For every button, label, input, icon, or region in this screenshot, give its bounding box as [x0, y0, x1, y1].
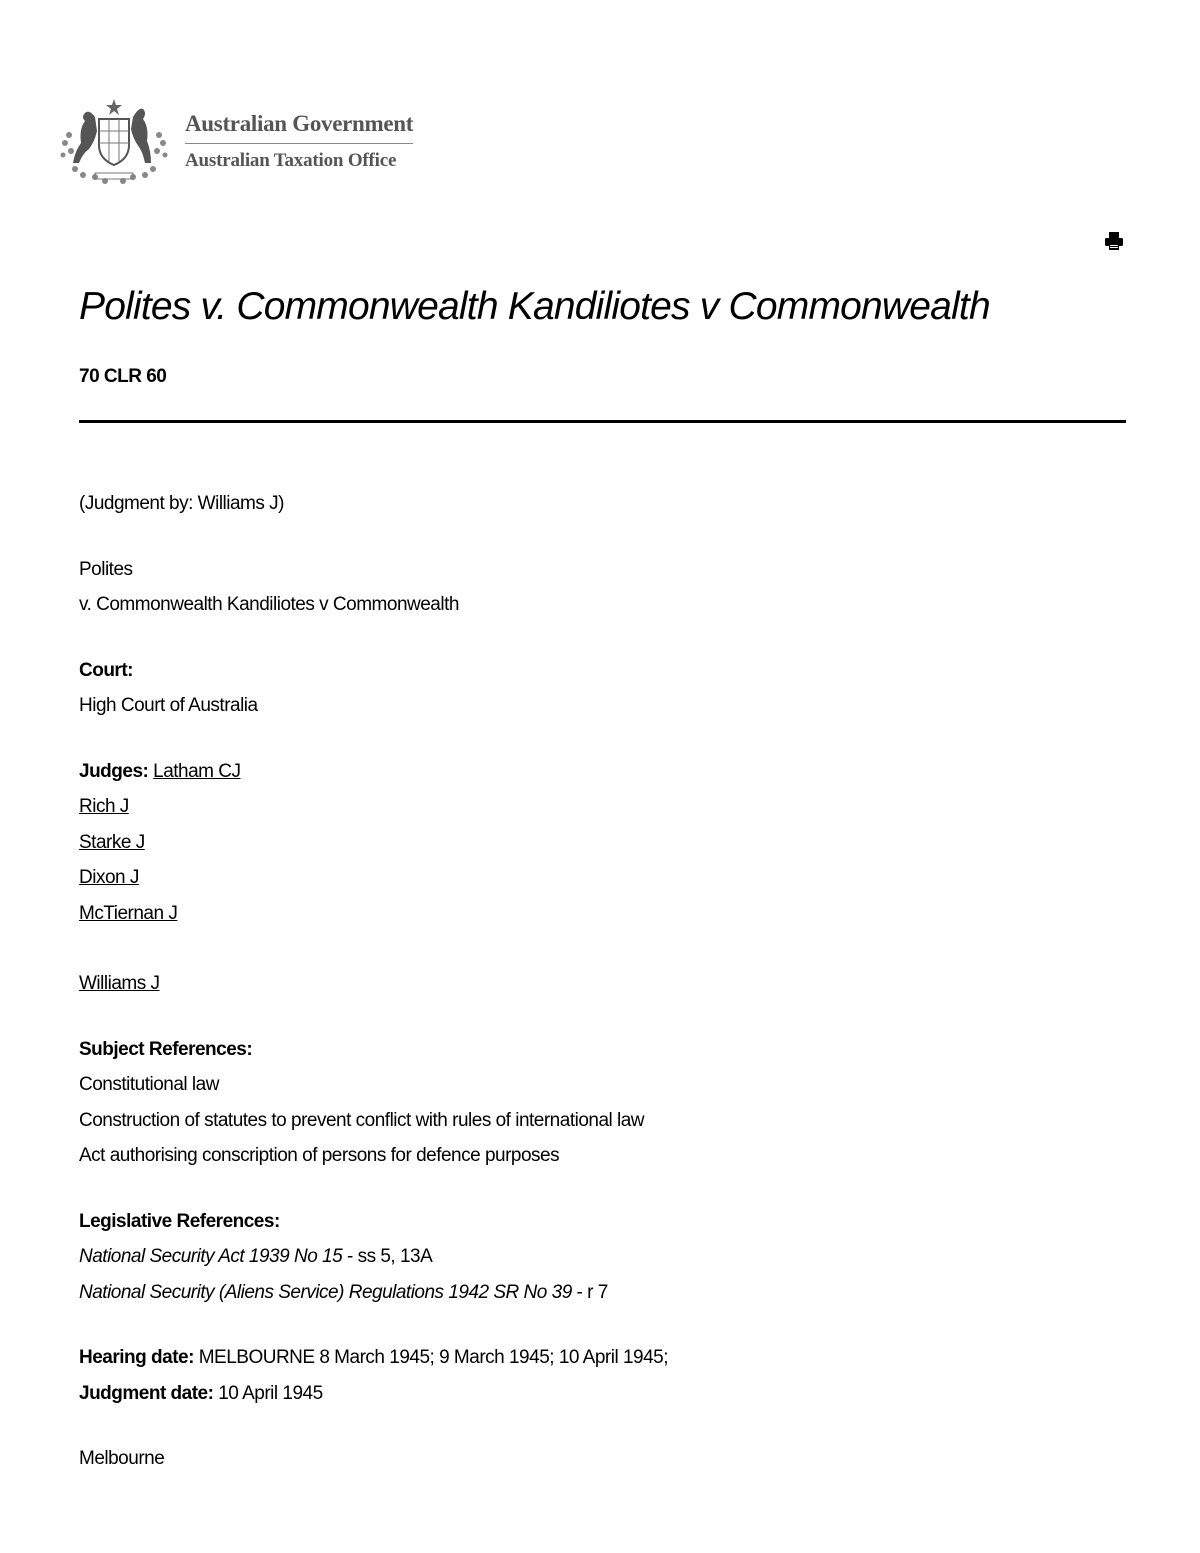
government-name: Australian Government — [185, 111, 413, 144]
legislative-reference-item — [79, 1275, 1129, 1311]
judges-label: Judges: — [79, 760, 149, 782]
case-citation: 70 CLR 60 — [79, 366, 167, 387]
hearing-date-value: MELBOURNE 8 March 1945; 9 March 1945; 10 April 1945; — [198, 1347, 669, 1368]
subject-reference-item: Constitutional law — [79, 1074, 219, 1095]
judge-link-rich[interactable]: Rich J — [79, 796, 129, 817]
court-value: High Court of Australia — [79, 695, 258, 716]
parties-line-2: v. Commonwealth Kandiliotes v Commonwealth — [79, 594, 459, 615]
judgment-by: (Judgment by: Williams J) — [79, 493, 284, 514]
judgment-date-label: Judgment date: — [79, 1382, 214, 1404]
legislative-reference-item — [79, 1239, 1129, 1275]
coat-of-arms-icon — [55, 95, 173, 187]
document-body — [79, 486, 1129, 1477]
legislation-title: National Security Act 1939 No 15 — [79, 1246, 343, 1267]
parties-line-1: Polites — [79, 558, 133, 580]
legislative-references-label: Legislative References: — [79, 1210, 280, 1232]
agency-name: Australian Taxation Office — [185, 149, 397, 171]
page-title: Polites v. Commonwealth Kandiliotes v Commonwealth — [79, 285, 990, 328]
hearing-date-label: Hearing date: — [79, 1347, 194, 1368]
judge-link-starke[interactable]: Starke J — [79, 831, 145, 853]
judge-link-mctiernan[interactable]: McTiernan J — [79, 902, 178, 924]
legislation-section: - ss 5, 13A — [342, 1246, 433, 1267]
government-branding — [185, 111, 413, 172]
header-divider — [79, 420, 1126, 423]
printer-icon[interactable] — [1103, 230, 1125, 252]
legislation-title: National Security (Aliens Service) Regulations 1942 SR No 39 — [79, 1281, 572, 1303]
subject-reference-item: Act authorising conscription of persons for defence purposes — [79, 1145, 560, 1166]
judge-link-dixon[interactable]: Dixon J — [79, 867, 139, 888]
judge-link-latham[interactable]: Latham CJ — [153, 760, 241, 782]
judgment-location: Melbourne — [79, 1448, 165, 1469]
judge-link-williams[interactable]: Williams J — [79, 973, 160, 994]
legislation-section: - r 7 — [571, 1281, 608, 1303]
site-header-logo — [55, 95, 413, 187]
subject-reference-item: Construction of statutes to prevent conflict with rules of international law — [79, 1109, 645, 1131]
subject-references-label: Subject References: — [79, 1038, 253, 1060]
judgment-date-value: 10 April 1945 — [218, 1382, 323, 1404]
court-label: Court: — [79, 659, 133, 681]
